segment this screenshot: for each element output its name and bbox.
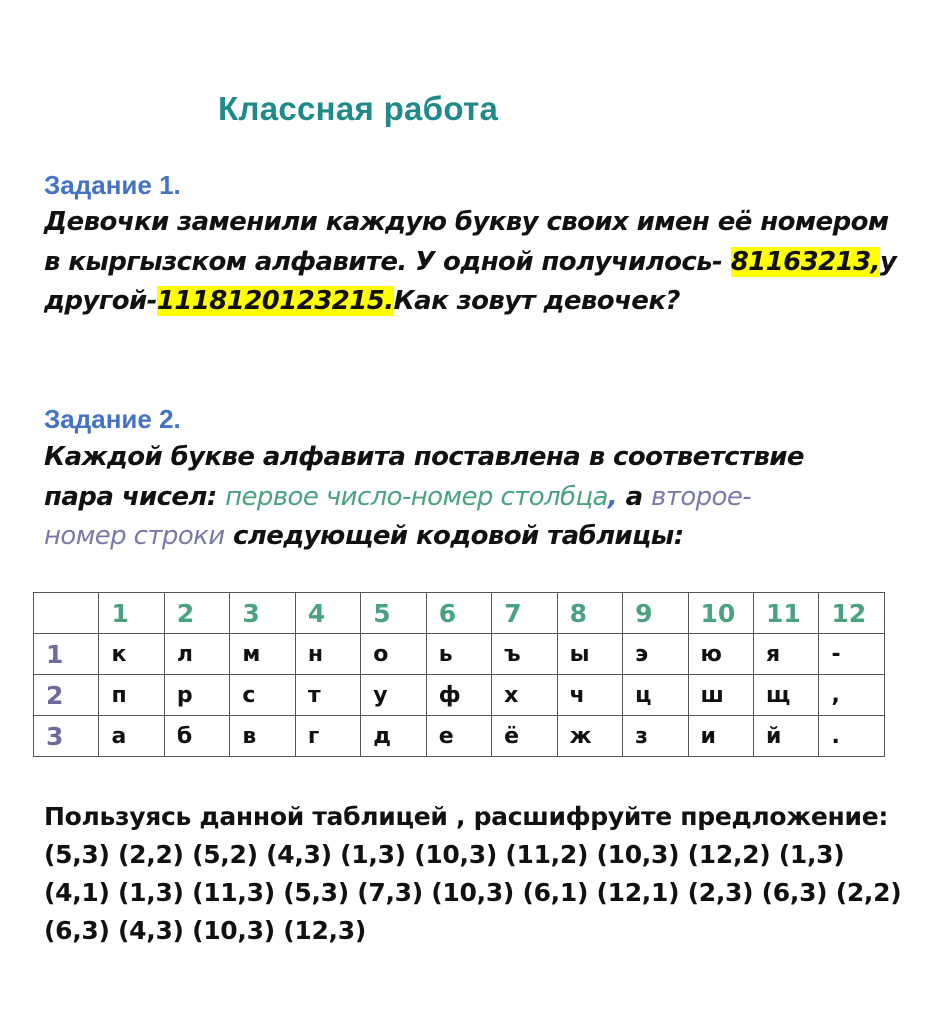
task1-line3-text: другой- [44, 286, 157, 316]
letter-cell: ё [492, 716, 557, 757]
letter-cell: в [230, 716, 295, 757]
task2-line2 [44, 478, 904, 518]
letter-cell: н [295, 634, 360, 675]
decode-task [44, 798, 914, 950]
task1-question: Как зовут девочек? [393, 286, 680, 316]
letter-cell: е [426, 716, 491, 757]
table-header-row [34, 593, 885, 634]
letter-cell: а [99, 716, 164, 757]
column-number: 9 [623, 593, 688, 634]
cipher-line: (4,1) (1,3) (11,3) (5,3) (7,3) (10,3) (6,1) (12,1) (2,3) (6,3) (2,2) [44, 878, 902, 907]
task2-comma: , [607, 481, 618, 512]
letter-cell: р [164, 675, 229, 716]
row-number: 2 [34, 675, 99, 716]
column-number: 8 [557, 593, 622, 634]
column-number: 1 [99, 593, 164, 634]
letter-cell: ц [623, 675, 688, 716]
table-row [34, 716, 885, 757]
row-hint-part2: номер строки [44, 521, 225, 551]
task1-line3 [44, 282, 904, 322]
column-number: 6 [426, 593, 491, 634]
letter-cell: - [819, 634, 885, 675]
letter-cell: и [688, 716, 753, 757]
letter-cell: о [361, 634, 426, 675]
letter-cell: х [492, 675, 557, 716]
row-hint-part1: второе- [651, 481, 752, 512]
task2-line3-text: следующей кодовой таблицы: [224, 521, 684, 551]
task2-heading: Задание 2. [44, 404, 181, 434]
letter-cell: ш [688, 675, 753, 716]
highlighted-code-2: 1118120123215. [156, 286, 394, 316]
task2-line2-text: пара чисел: [44, 481, 226, 512]
letter-cell: ь [426, 634, 491, 675]
letter-cell: щ [753, 675, 818, 716]
letter-cell: , [819, 675, 885, 716]
task2-text [44, 438, 904, 557]
letter-cell: ы [557, 634, 622, 675]
letter-cell: п [99, 675, 164, 716]
letter-cell: й [753, 716, 818, 757]
letter-cell: э [623, 634, 688, 675]
page-title: Классная работа [218, 90, 499, 127]
column-number: 4 [295, 593, 360, 634]
task1-line2-tail: у [879, 246, 897, 277]
letter-cell: т [295, 675, 360, 716]
column-number: 5 [361, 593, 426, 634]
cipher-line: (5,3) (2,2) (5,2) (4,3) (1,3) (10,3) (11,2) (10,3) (12,2) (1,3) [44, 840, 845, 869]
letter-cell: ъ [492, 634, 557, 675]
column-number: 3 [230, 593, 295, 634]
letter-cell: я [753, 634, 818, 675]
column-number: 12 [819, 593, 885, 634]
letter-cell: к [99, 634, 164, 675]
letter-cell: б [164, 716, 229, 757]
column-number: 10 [688, 593, 753, 634]
letter-cell: у [361, 675, 426, 716]
highlighted-code-1: 81163213, [730, 246, 880, 277]
task1-text [44, 203, 904, 322]
code-table [33, 592, 885, 757]
letter-cell: ч [557, 675, 622, 716]
letter-cell: л [164, 634, 229, 675]
letter-cell: с [230, 675, 295, 716]
letter-cell: м [230, 634, 295, 675]
task2-conjunction: а [617, 481, 652, 512]
column-hint: первое число-номер столбца [225, 481, 608, 512]
task1-line2 [44, 243, 904, 283]
letter-cell: г [295, 716, 360, 757]
task2-line3 [44, 517, 904, 557]
task1-line1: Девочки заменили каждую букву своих имен её номером [44, 207, 889, 237]
task1-line2-text: в кыргызском алфавите. У одной получилось- [44, 246, 731, 277]
letter-cell: з [623, 716, 688, 757]
table-corner-cell [34, 593, 99, 634]
column-number: 11 [753, 593, 818, 634]
column-number: 7 [492, 593, 557, 634]
table-row [34, 634, 885, 675]
letter-cell: ж [557, 716, 622, 757]
letter-cell: ф [426, 675, 491, 716]
task1-heading: Задание 1. [44, 170, 181, 200]
letter-cell: д [361, 716, 426, 757]
row-number: 3 [34, 716, 99, 757]
row-number: 1 [34, 634, 99, 675]
letter-cell: . [819, 716, 885, 757]
decode-instruction: Пользуясь данной таблицей , расшифруйте предложение: [44, 802, 889, 831]
column-number: 2 [164, 593, 229, 634]
task2-line1: Каждой букве алфавита поставлена в соответствие [44, 442, 804, 472]
cipher-line: (6,3) (4,3) (10,3) (12,3) [44, 916, 366, 945]
letter-cell: ю [688, 634, 753, 675]
table-row [34, 675, 885, 716]
